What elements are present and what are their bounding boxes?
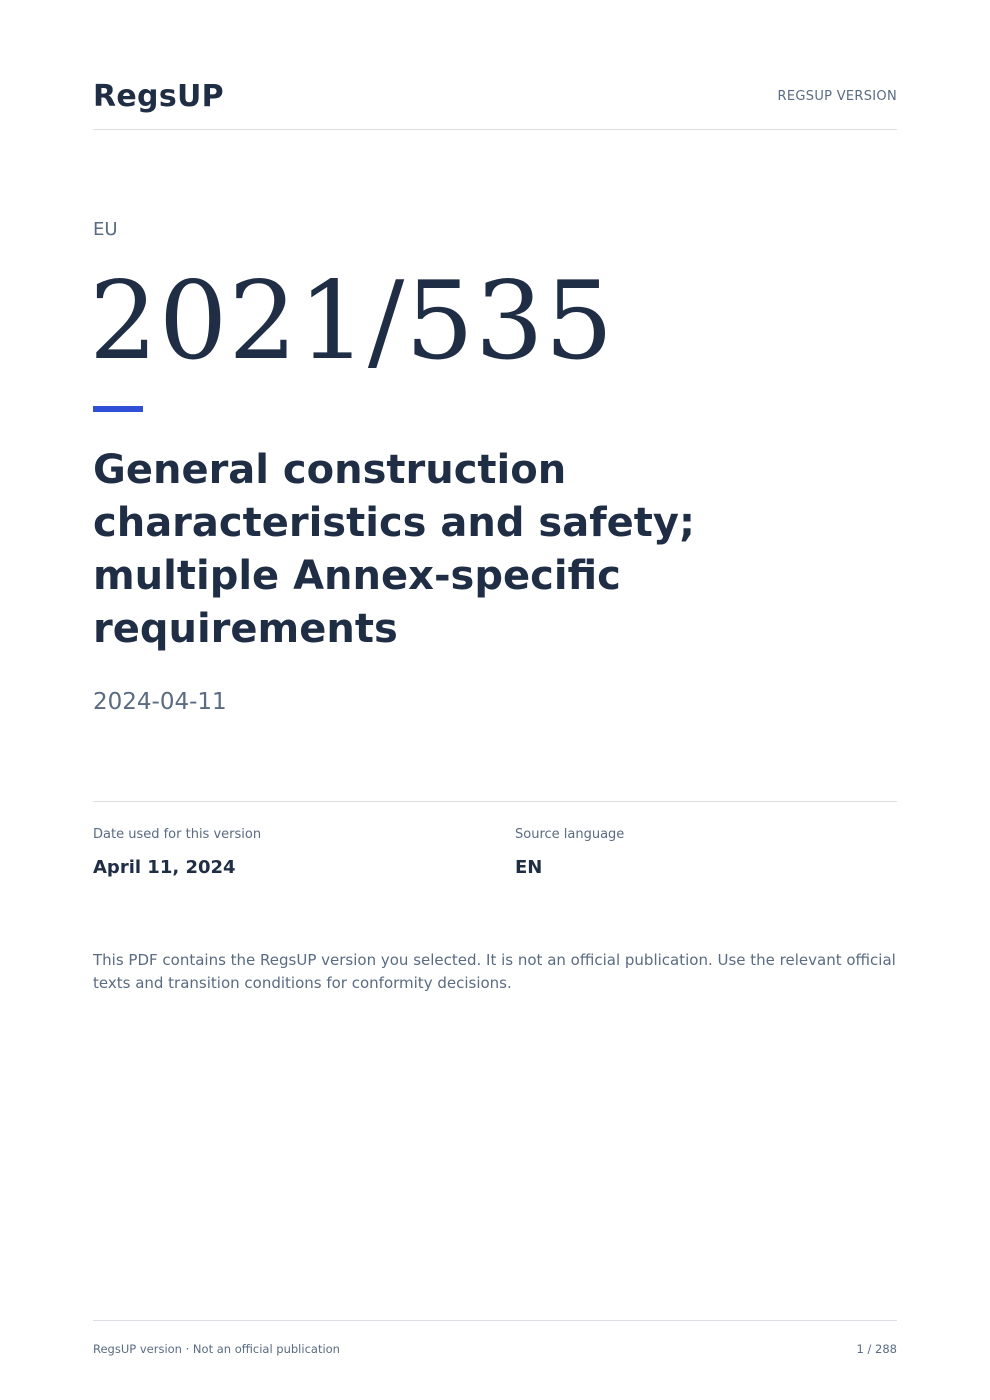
header-divider: [93, 129, 897, 130]
document-title: General construction characteristics and safety; multiple Annex-specific requirements: [93, 447, 695, 652]
document-date: 2024-04-11: [93, 689, 227, 715]
source-language-label: Source language: [515, 827, 625, 842]
version-date-label: Date used for this version: [93, 827, 262, 842]
source-language-block: [515, 826, 624, 879]
brand-logo-text: RegsUP: [93, 79, 224, 114]
version-label: REGSUP VERSION: [777, 89, 897, 104]
version-date-block: [93, 826, 261, 879]
meta-divider: [93, 801, 897, 802]
version-date-value: April 11, 2024: [93, 857, 236, 878]
footer-divider: [93, 1320, 897, 1321]
disclaimer-text: This PDF contains the RegsUP version you selected. It is not an official publication. Use the relevant official texts and transition conditions for conformity decisions.: [93, 951, 896, 992]
accent-bar: [93, 406, 143, 412]
page-header: [93, 78, 897, 118]
page-number: 1 / 288: [856, 1342, 897, 1356]
footer-note: RegsUP version · Not an official publication: [93, 1342, 340, 1356]
jurisdiction-label: EU: [93, 219, 118, 240]
document-number: 2021/535: [89, 259, 615, 384]
source-language-value: EN: [515, 857, 543, 878]
